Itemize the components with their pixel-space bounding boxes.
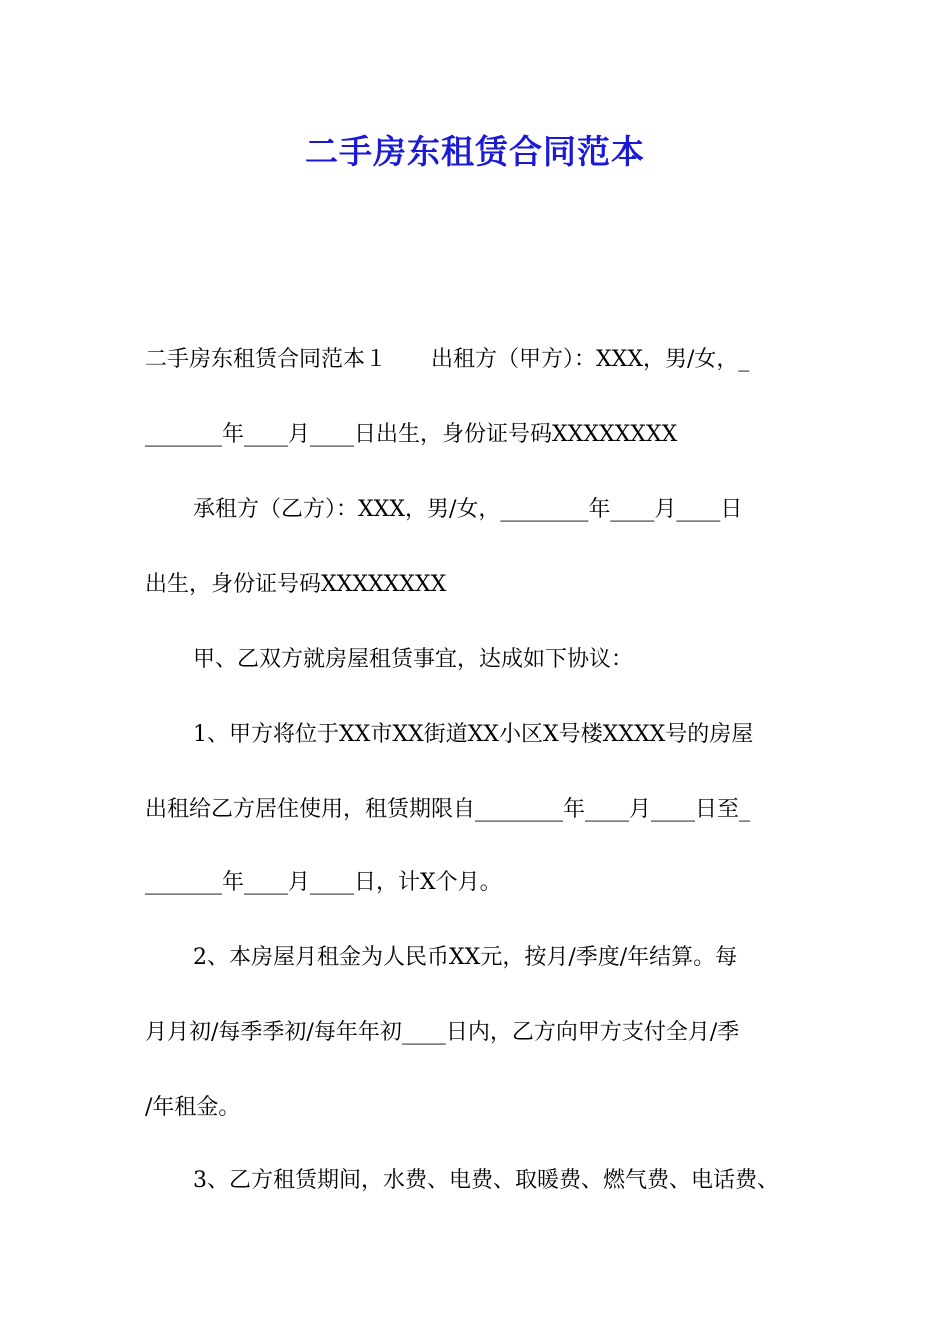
contract-line-10: 月月初/每季季初/每年年初____日内，乙方向甲方支付全月/季 [145, 1020, 740, 1045]
contract-line-6: 1、甲方将位于XX市XX街道XX小区X号楼XXXX号的房屋 [193, 722, 754, 747]
contract-line-1: 二手房东租赁合同范本１ 出租方（甲方）：XXX，男/女，_ [145, 347, 750, 372]
contract-line-5: 甲、乙双方就房屋租赁事宜，达成如下协议： [193, 647, 634, 672]
contract-line-7: 出租给乙方居住使用，租赁期限自________年____月____日至_ [145, 797, 751, 822]
contract-line-4: 出生，身份证号码XXXXXXXX [145, 572, 447, 597]
contract-line-2: _______年____月____日出生，身份证号码XXXXXXXX [145, 422, 678, 447]
document-title: 二手房东租赁合同范本 [305, 132, 645, 171]
contract-line-12: 3、乙方租赁期间，水费、电费、取暖费、燃气费、电话费、 [193, 1168, 779, 1193]
contract-line-8: _______年____月____日，计X个月。 [145, 870, 502, 895]
contract-line-11: /年租金。 [145, 1095, 241, 1120]
contract-line-3: 承租方（乙方）：XXX，男/女，________年____月____日 [193, 497, 743, 522]
contract-line-9: 2、本房屋月租金为人民币XX元，按月/季度/年结算。每 [193, 945, 738, 970]
